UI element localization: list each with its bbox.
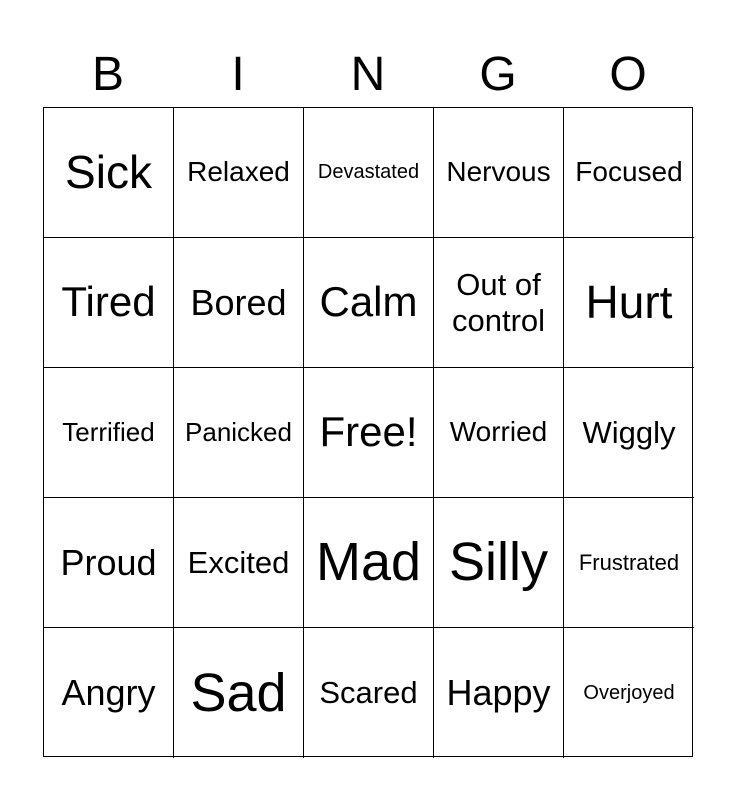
bingo-cell[interactable]: Happy <box>434 628 564 758</box>
header-letter-n: N <box>350 48 386 101</box>
bingo-cell[interactable]: Wiggly <box>564 368 694 498</box>
bingo-cell[interactable]: Frustrated <box>564 498 694 628</box>
bingo-cell[interactable]: Relaxed <box>174 108 304 238</box>
bingo-cell[interactable]: Bored <box>174 238 304 368</box>
bingo-header <box>43 45 693 105</box>
bingo-cell[interactable]: Proud <box>44 498 174 628</box>
bingo-cell[interactable]: Focused <box>564 108 694 238</box>
bingo-cell[interactable]: Scared <box>304 628 434 758</box>
bingo-cell[interactable]: Overjoyed <box>583 681 675 704</box>
bingo-cell[interactable]: Sick <box>44 108 174 238</box>
bingo-cell[interactable]: Tired <box>44 238 174 368</box>
bingo-cell[interactable]: Devastated <box>304 108 434 238</box>
bingo-cell[interactable]: Mad <box>304 498 434 628</box>
header-letter-b: B <box>91 48 124 101</box>
bingo-cell[interactable]: Excited <box>174 498 304 628</box>
bingo-board <box>43 107 693 757</box>
bingo-cell[interactable]: Calm <box>304 238 434 368</box>
header-letter-g: G <box>479 48 517 101</box>
bingo-cell[interactable]: Hurt <box>564 238 694 368</box>
header-letter-o: O <box>609 48 647 101</box>
bingo-cell[interactable]: Nervous <box>434 108 564 238</box>
bingo-cell[interactable]: Sad <box>174 628 304 758</box>
header-letter-i: I <box>231 48 245 101</box>
bingo-cell[interactable]: Panicked <box>174 368 304 498</box>
bingo-cell[interactable]: Terrified <box>44 368 174 498</box>
bingo-cell[interactable]: Worried <box>434 368 564 498</box>
bingo-cell[interactable]: Angry <box>44 628 174 758</box>
bingo-cell[interactable]: Out of control <box>434 238 564 368</box>
bingo-cell[interactable]: Silly <box>434 498 564 628</box>
free-space-cell[interactable]: Free! <box>304 368 434 498</box>
